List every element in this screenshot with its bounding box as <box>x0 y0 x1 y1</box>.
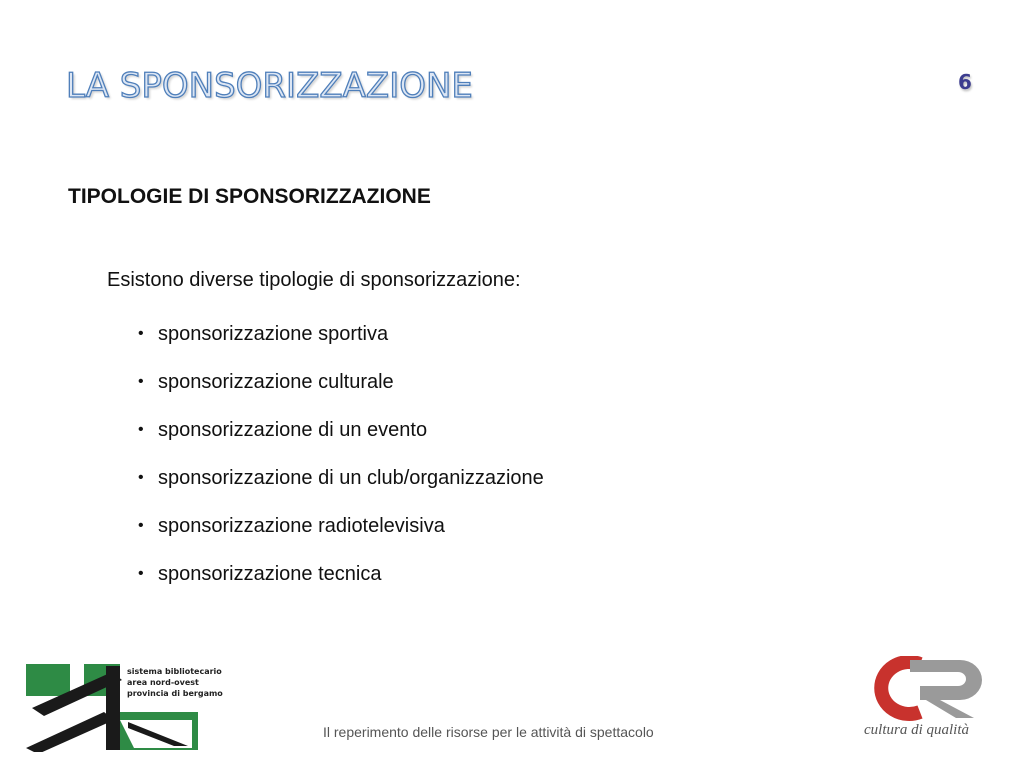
slide-title: LA SPONSORIZZAZIONE <box>66 66 473 106</box>
list-item <box>138 464 544 512</box>
list-item <box>138 560 544 608</box>
section-heading: TIPOLOGIE DI SPONSORIZZAZIONE <box>68 185 431 208</box>
bullet-icon: • <box>138 469 144 486</box>
bullet-icon: • <box>138 517 144 534</box>
bullet-icon: • <box>138 565 144 582</box>
footer-text: Il reperimento delle risorse per le attività di spettacolo <box>323 724 654 740</box>
slide-number: 6 <box>958 70 972 94</box>
sb-logo-line: provincia di bergamo <box>127 689 223 698</box>
list-item <box>138 416 544 464</box>
list-item-text: sponsorizzazione culturale <box>158 371 394 393</box>
sb-logo-line: area nord-ovest <box>127 678 199 687</box>
list-item-text: sponsorizzazione tecnica <box>158 563 382 585</box>
list-item <box>138 512 544 560</box>
sb-logo-line: sistema bibliotecario <box>127 667 222 676</box>
list-item <box>138 320 544 368</box>
list-item-text: sponsorizzazione di un club/organizzazione <box>158 467 544 489</box>
cq-logo-tagline: cultura di qualità <box>864 722 969 738</box>
sb-logo-text <box>127 666 223 699</box>
list-item-text: sponsorizzazione di un evento <box>158 419 428 441</box>
cq-logo-icon <box>862 656 986 722</box>
intro-text: Esistono diverse tipologie di sponsorizzazione: <box>107 269 521 291</box>
list-item <box>138 368 544 416</box>
list-item-text: sponsorizzazione radiotelevisiva <box>158 515 445 537</box>
bullet-icon: • <box>138 421 144 438</box>
bullet-list <box>138 320 544 608</box>
bullet-icon: • <box>138 325 144 342</box>
bullet-icon: • <box>138 373 144 390</box>
list-item-text: sponsorizzazione sportiva <box>158 323 389 345</box>
